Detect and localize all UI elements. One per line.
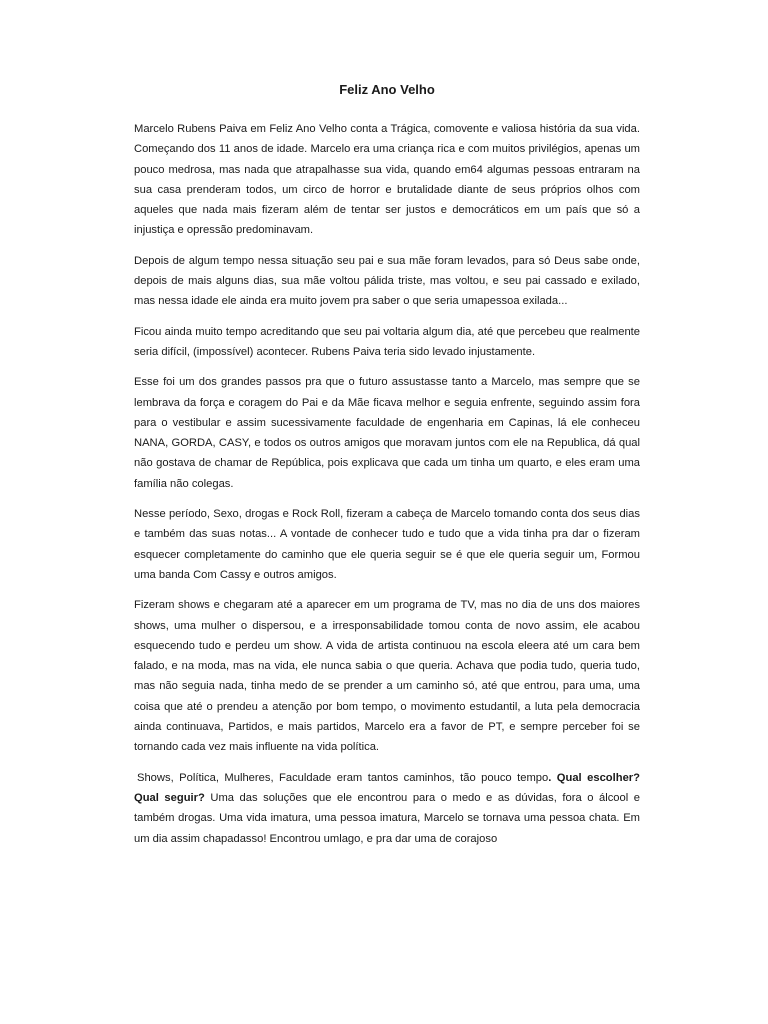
paragraph: Nesse período, Sexo, drogas e Rock Roll, fizeram a cabeça de Marcelo tomando conta dos seus dias e também das suas notas... A vontade de conhecer tudo e tudo que a vida tinha pra dar o fizeram esquecer completamente do caminho que ele queria seguir se é que ele queria seguir um, Formou uma banda Com Cassy e outros amigos. — [134, 508, 640, 581]
paragraph: Esse foi um dos grandes passos pra que o futuro assustasse tanto a Marcelo, mas sempre que se lembrava da força e coragem do Pai e da Mãe ficava melhor e seguia enfrente, seguindo assim fora para o vestibular e assim sucessivamente faculdade de engenharia em Capinas, lá ele conheceu NANA, GORDA, CASY, e todos os outros amigos que moravam juntos com ele na Republica, dá qual não gostava de chamar de República, pois explicava que cada um tinha um quarto, e eles eram uma família não colegas. — [134, 376, 640, 490]
paragraph-text: Uma das soluções que ele encontrou para o medo e as dúvidas, fora o álcool e também drogas. Uma vida imatura, uma pessoa imatura, Marcelo se tornava uma pessoa chata. Em um dia assim chapadasso! Encontrou umlago, e pra dar uma de corajoso — [134, 791, 640, 845]
document-title: Feliz Ano Velho — [339, 82, 435, 97]
paragraph-text: Shows, Política, Mulheres, Faculdade eram tantos caminhos, tão pouco tempo — [137, 771, 549, 784]
paragraph: Fizeram shows e chegaram até a aparecer em um programa de TV, mas no dia de uns dos maiores shows, uma mulher o dispersou, e a irresponsabilidade tomou conta de novo assim, ele acabou esquecendo tudo e perdeu um show. A vida de artista continuou na escola eleera até um cara bem falado, e na moda, mas na vida, ele nunca sabia o que queria. Achava que podia tudo, queria tudo, mas não seguia nada, tinha medo de se prender a um caminho só, até que entrou, para uma, uma coisa que até o prendeu a atenção por bom tempo, o movimento estudantil, a luta pela democracia ainda continuava, Partidos, e mais partidos, Marcelo era a favor de PT, e sempre perceber foi se tornando cada vez mais influente na vida política. — [134, 599, 640, 754]
paragraph: Depois de algum tempo nessa situação seu pai e sua mãe foram levados, para só Deus sabe onde, depois de mais alguns dias, sua mãe voltou pálida triste, mas voltou, e seu pai cassado e exilado, mas nessa idade ele ainda era muito jovem pra saber o que seria umapessoa exilada... — [134, 254, 640, 308]
paragraph-last — [134, 768, 640, 849]
paragraph: Marcelo Rubens Paiva em Feliz Ano Velho conta a Trágica, comovente e valiosa história da sua vida. Começando dos 11 anos de idade. Marcelo era uma criança rica e com muitos privilégios, apenas um pouco medrosa, mas nada que atrapalhasse sua vida, quando em64 algumas pessoas entraram na sua casa prenderam todos, um circo de horror e brutalidade diante de seus próprios olhos com aqueles que nada mais fizeram além de tentar ser justos e democráticos em um país que só a injustiça e opressão predominavam. — [134, 123, 640, 237]
paragraph: Ficou ainda muito tempo acreditando que seu pai voltaria algum dia, até que percebeu que realmente seria difícil, (impossível) acontecer. Rubens Paiva teria sido levado injustamente. — [134, 325, 640, 358]
bold-question: . Qual escolher? Qual seguir? — [134, 771, 640, 804]
